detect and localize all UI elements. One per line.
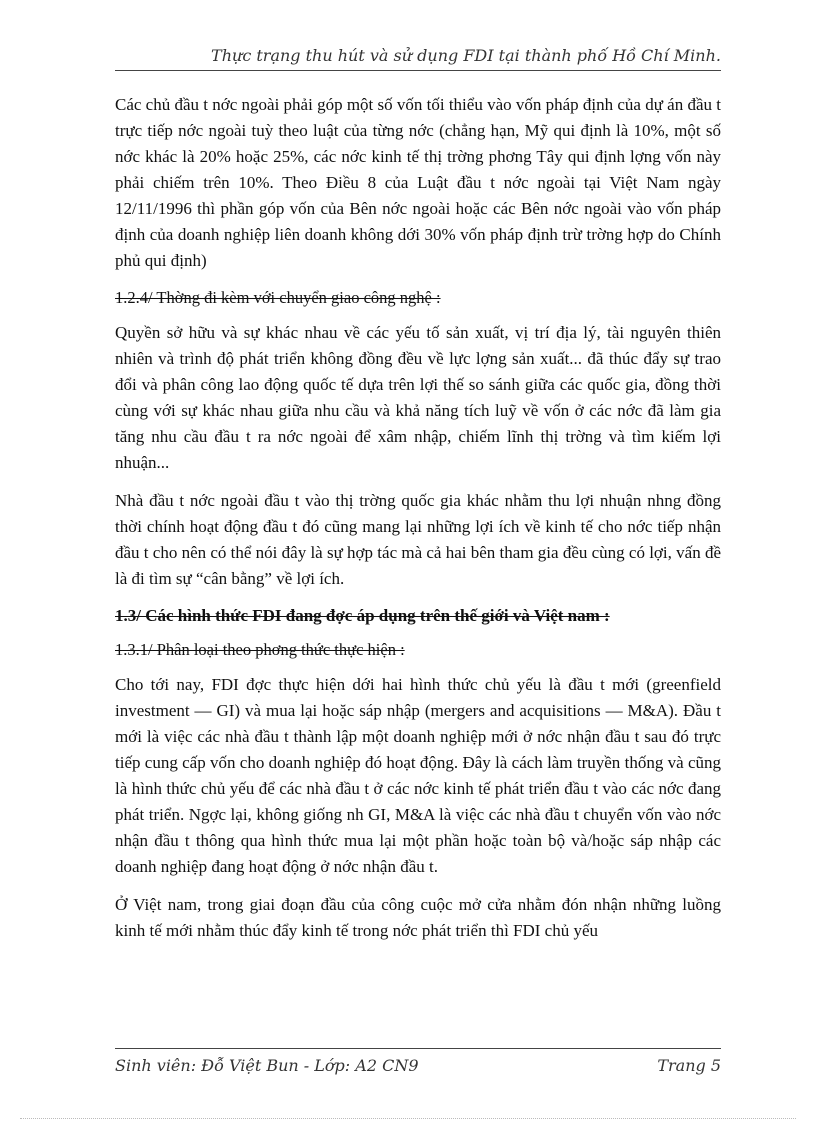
page-header-title: Thực trạng thu hút và sử dụng FDI tại thành phố Hồ Chí Minh.: [211, 46, 721, 65]
paragraph-vietnam-fdi: Ở Việt nam, trong giai đoạn đầu của công cuộc mở cửa nhằm đón nhận những luồng kinh tế mới nhằm thúc đẩy kinh tế trong nớc phát triển thì FDI chủ yếu: [115, 895, 721, 940]
paragraph-ownership-factors: Quyền sở hữu và sự khác nhau về các yếu tố sản xuất, vị trí địa lý, tài nguyên thiên nhiên và trình độ phát triển không đồng đều về lực lợng sản xuất... đã thúc đẩy sự trao đổi và phân công lao động quốc tế dựa trên lợi thế so sánh giữa các quốc gia, đồng thời cùng với sự khác nhau giữa nhu cầu và khả năng tích luỹ về vốn ở các nớc đã làm gia tăng nhu cầu đầu t ra nớc ngoài để xâm nhập, chiếm lĩnh thị trờng và tìm kiếm lợi nhuận...: [115, 323, 721, 472]
footer-page-number: Trang 5: [657, 1056, 721, 1075]
subheading-1-3-1: 1.3.1/ Phân loại theo phơng thức thực hiện :: [115, 640, 405, 659]
page-bottom-border: [20, 1118, 796, 1119]
header-divider: [115, 70, 721, 71]
footer-author: Sinh viên: Đỗ Việt Bun - Lớp: A2 CN9: [115, 1056, 419, 1075]
subheading-1-2-4: 1.2.4/ Thờng đi kèm với chuyển giao công nghệ :: [115, 288, 441, 307]
paragraph-capital-requirements: Các chủ đầu t nớc ngoài phải góp một số vốn tối thiểu vào vốn pháp định của dự án đầu t trực tiếp nớc ngoài tuỳ theo luật của từng nớc (chẳng hạn, Mỹ qui định là 10%, một số nớc khác là 20% hoặc 25%, các nớc kinh tế thị trờng phơng Tây qui định lợng vốn này phải chiếm trên 10%. Theo Điều 8 của Luật đầu t nớc ngoài tại Việt Nam ngày 12/11/1996 thì phần góp vốn của Bên nớc ngoài hoặc các Bên nớc ngoài vào vốn pháp định của doanh nghiệp liên doanh không dới 30% vốn pháp định trừ trờng hợp do Chính phủ qui định): [115, 95, 721, 270]
paragraph-mutual-benefit: Nhà đầu t nớc ngoài đầu t vào thị trờng quốc gia khác nhằm thu lợi nhuận nhng đồng thời chính hoạt động đầu t đó cũng mang lại những lợi ích về kinh tế cho nớc tiếp nhận đầu t cho nên có thể nói đây là sự hợp tác mà cả hai bên tham gia đều cùng có lợi, vấn đề là đi tìm sự “cân bằng” về lợi ích.: [115, 491, 721, 588]
footer-divider: [115, 1048, 721, 1049]
paragraph-fdi-forms: Cho tới nay, FDI đợc thực hiện dới hai hình thức chủ yếu là đầu t mới (greenfield investment — GI) và mua lại hoặc sáp nhập (mergers and acquisitions — M&A). Đầu t mới là việc các nhà đầu t thành lập một doanh nghiệp mới ở nớc nhận đầu t sau đó trực tiếp cung cấp vốn cho doanh nghiệp đó hoạt động. Đây là cách làm truyền thống và cũng là hình thức chủ yếu để các nhà đầu t ở các nớc kinh tế phát triển đầu t vào các nớc đang phát triển. Ngợc lại, không giống nh GI, M&A là việc các nhà đầu t chuyển vốn vào nớc nhận đầu t thông qua hình thức mua lại một phần hoặc toàn bộ và/hoặc sáp nhập các doanh nghiệp đang hoạt động ở nớc nhận đầu t.: [115, 675, 721, 876]
section-heading-1-3: 1.3/ Các hình thức FDI đang đợc áp dụng trên thế giới và Việt nam :: [115, 606, 610, 625]
document-body: [115, 92, 721, 956]
